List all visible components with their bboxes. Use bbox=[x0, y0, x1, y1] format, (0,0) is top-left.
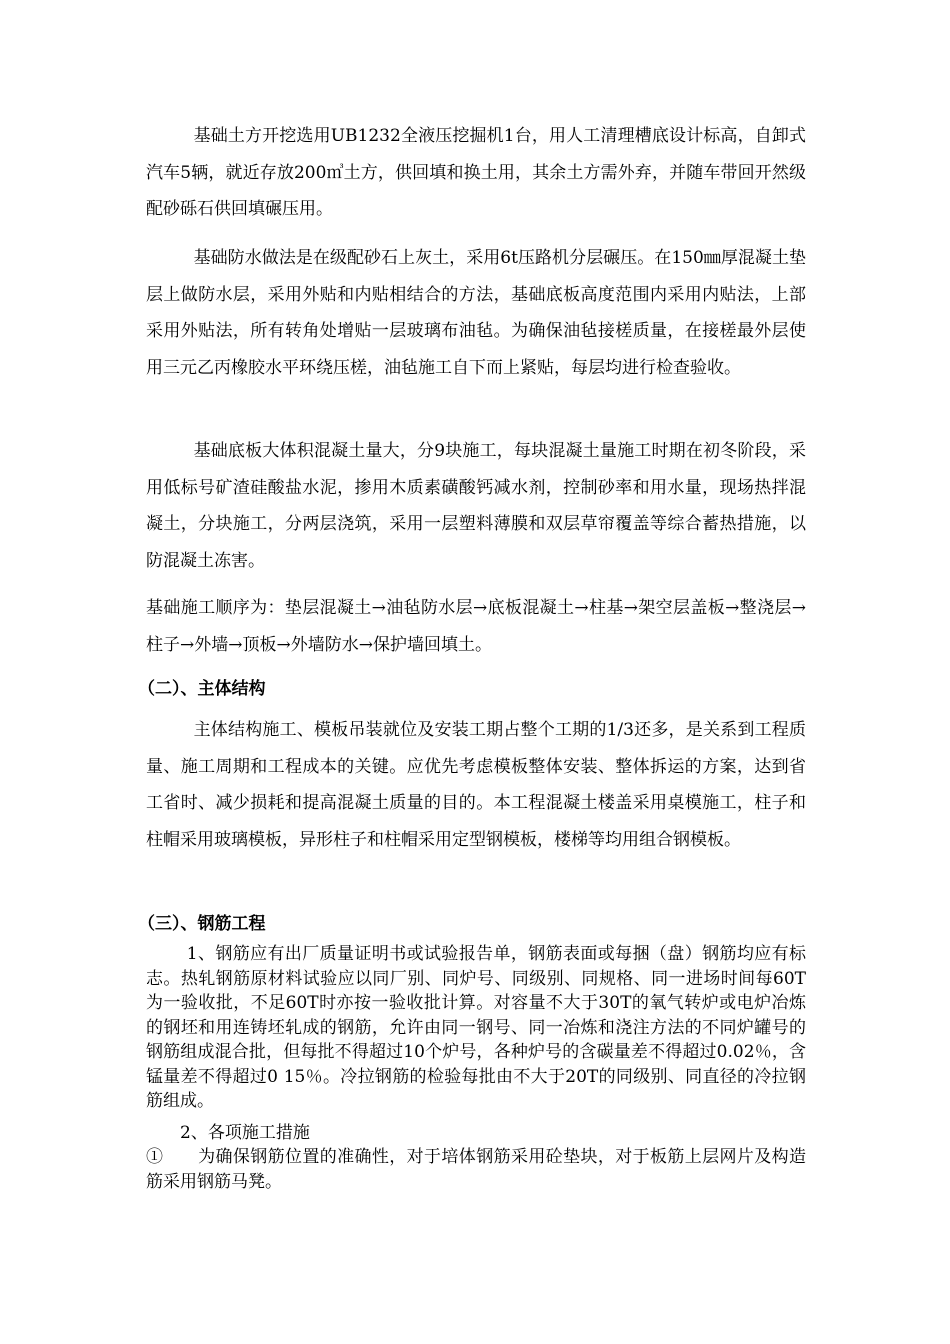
rebar-quality-paragraph: 1、钢筋应有出厂质量证明书或试验报告单，钢筋表面或每捆（盘）钢筋均应有标志。热轧钢筋原材料试验应以同厂别、同炉号、同级别、同规格、同一进场时间每60T为一验收批，不足60T时亦按一验收批计算。对容量不大于30T的氧气转炉或电炉冶炼的钢坯和用连铸坯轧成的钢筋，允许由同一钢号、同一冶炼和浇注方法的不同炉罐号的钢筋组成混合批，但每批不得超过10个炉号，各种炉号的含碳量差不得超过0.02％，含锰量差不得超过0 15％。冷拉钢筋的检验每批由不大于20T的同级别、同直径的冷拉钢筋组成。 bbox=[146, 944, 806, 1111]
main-structure-heading: （二）、主体结构 bbox=[138, 679, 266, 699]
foundation-mass-concrete-paragraph: 基础底板大体积混凝土量大，分9块施工，每块混凝土量施工时期在初冬阶段，采用低标号矿渣硅酸盐水泥，掺用木质素磺酸钙减水剂，控制砂率和用水量，现场热拌混凝土，分块施工，分两层浇筑，采用一层塑料薄膜和双层草帘覆盖等综合蓄热措施，以防混凝土冻害。 bbox=[146, 441, 806, 571]
foundation-earthwork-paragraph: 基础土方开挖选用UB1232全液压挖掘机1台，用人工清理槽底设计标高，自卸式汽车5辆，就近存放200㎥土方，供回填和换土用，其余土方需外弃，并随车带回开然级配砂砾石供回填碾压用。 bbox=[146, 126, 806, 219]
rebar-measure-item-1: ① 为确保钢筋位置的准确性，对于培体钢筋采用砼垫块，对于板筋上层网片及构造筋采用钢筋马凳。 bbox=[146, 1147, 806, 1192]
main-structure-paragraph: 主体结构施工、模板吊装就位及安装工期占整个工期的1/3还多，是关系到工程质量、施工周期和工程成本的关键。应优先考虑模板整体安装、整体拆运的方案，达到省工省时、减少损耗和提高混凝土质量的目的。本工程混凝土楼盖采用桌模施工，柱子和柱帽采用玻璃模板，异形柱子和柱帽采用定型钢模板，楼梯等均用组合钢模板。 bbox=[146, 720, 806, 850]
rebar-measures-subheading: 2、各项施工措施 bbox=[180, 1123, 310, 1143]
foundation-sequence-paragraph: 基础施工顺序为：垫层混凝土→油毡防水层→底板混凝土→柱基→架空层盖板→整浇层→柱子→外墙→顶板→外墙防水→保护墙回填土。 bbox=[146, 598, 806, 655]
rebar-heading: （三）、钢筋工程 bbox=[138, 914, 266, 934]
foundation-waterproofing-paragraph: 基础防水做法是在级配砂石上灰土，采用6t压路机分层碾压。在150㎜厚混凝土垫层上做防水层，采用外贴和内贴相结合的方法，基础底板高度范围内采用内贴法，上部采用外贴法，所有转角处增贴一层玻璃布油毡。为确保油毡接槎质量，在接槎最外层使用三元乙丙橡胶水平环绕压槎，油毡施工自下而上紧贴，每层均进行检查验收。 bbox=[146, 248, 806, 378]
